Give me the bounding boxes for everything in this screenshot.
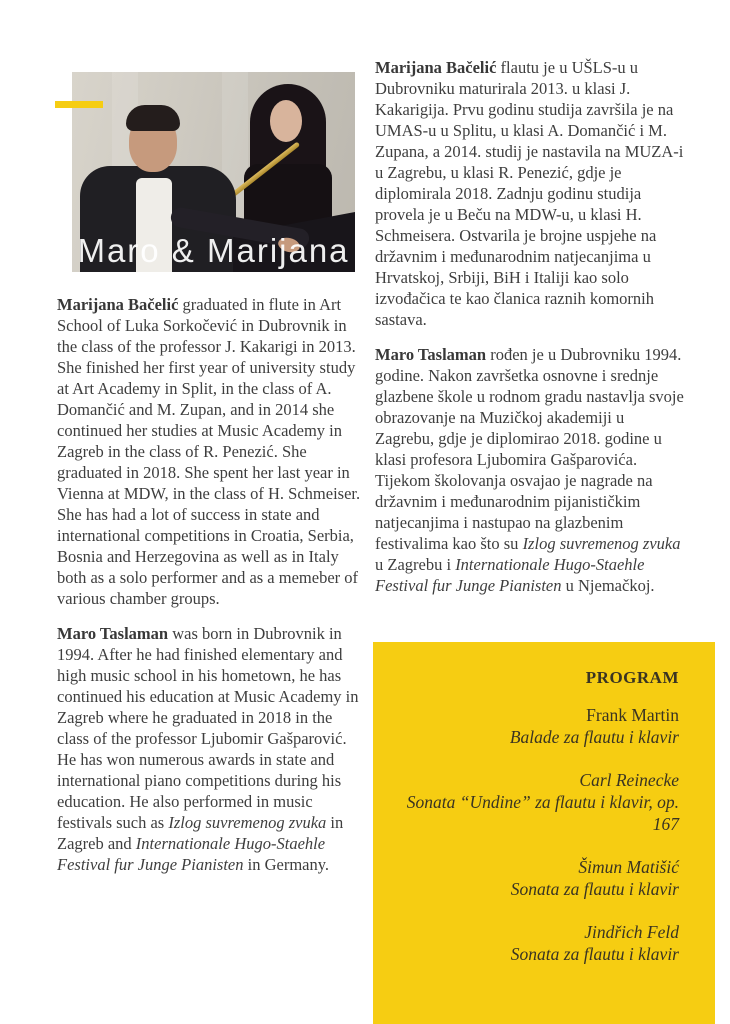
marijana-hr-lead: Marijana Bačelić: [375, 58, 497, 77]
program-entry: [397, 704, 679, 748]
maro-en-body-1: was born in Dubrovnik in 1994. After he had finished elementary and high music school in his hometown, he has continued his education at Music Academy in Zagreb where he graduated in 2018 in the class of the professor Ljubomir Gašparović. He has won numerous awards in state and international piano competitions during his education. He also performed in music festivals such as: [57, 624, 359, 832]
maro-en-body-2: in Zagreb and: [57, 813, 344, 853]
work-title: Sonata “Undine” za flautu i klavir, op. 167: [406, 792, 679, 834]
woman-figure-face: [270, 100, 302, 142]
maro-hr-body-3: u Njemačkoj.: [561, 576, 655, 595]
composer-name: Carl Reinecke: [579, 770, 679, 790]
man-figure-hair: [126, 105, 180, 131]
maro-hr-lead: Maro Taslaman: [375, 345, 487, 364]
maro-en-festival-1: Izlog suvremenog zvuka: [168, 813, 327, 832]
maro-en-lead: Maro Taslaman: [57, 624, 169, 643]
maro-hr-body-2: u Zagrebu i: [375, 555, 456, 574]
composer-name: Jindřich Feld: [584, 922, 679, 942]
maro-hr-body-1: rođen je u Dubrovniku 1994. godine. Nakon završetka osnovne i srednje glazbene škole u rodnom gradu nastavlja svoje obrazovanje na Muzičkoj akademiji u Zagrebu, gdje je diplomirao 2018. godine u klasi profesora Ljubomira Gašparovića. Tijekom školovanja osvajao je nagrade na državnim i međunarodnim pijanističkim natjecanjima i nastupao na glazbenim festivalima kao što su: [375, 345, 684, 553]
work-title: Balade za flautu i klavir: [509, 727, 679, 747]
left-column: [57, 294, 361, 889]
composer-name: Frank Martin: [586, 705, 679, 725]
maro-hr-festival-1: Izlog suvremenog zvuka: [522, 534, 681, 553]
right-column: [375, 57, 687, 610]
maro-en-body-3: in Germany.: [243, 855, 330, 874]
work-title: Sonata za flautu i klavir: [510, 879, 679, 899]
program-box: [373, 642, 715, 1024]
marijana-hr-body: flautu je u UŠLS-u u Dubrovniku maturirala 2013. u klasi J. Kakarigija. Prvu godinu studija završila je na UMAS-u u Splitu, u klasi A. Domančić i M. Zupana, a 2014. studij je nastavila na MUZA-i u Zagrebu, u klasi R. Penezić, gdje je diplomirala 2018. Zadnju godinu studija provela je u Beču na MDW-u, u klasi H. Schmeisera. Ostvarila je brojne uspjehe na državnim i međunarodnim natjecanjima u Hrvatskoj, Srbiji, BiH i Italiji kao solo izvođačica te kao članica raznih komornih sastava.: [375, 58, 684, 329]
marijana-hr-paragraph: [375, 57, 687, 330]
maro-en-festival-2: Internationale Hugo-Staehle Festival fur Junge Pianisten: [57, 834, 326, 874]
accent-dash: [55, 101, 103, 108]
maro-hr-festival-2: Internationale Hugo-Staehle Festival fur Junge Pianisten: [375, 555, 645, 595]
work-title: Sonata za flautu i klavir: [510, 944, 679, 964]
maro-en-paragraph: [57, 623, 361, 875]
marijana-en-lead: Marijana Bačelić: [57, 295, 179, 314]
maro-hr-paragraph: [375, 344, 687, 596]
program-title: PROGRAM: [585, 668, 679, 687]
marijana-en-paragraph: [57, 294, 361, 609]
program-entry: [397, 769, 679, 835]
composer-name: Šimun Matišić: [578, 857, 679, 877]
program-entry: [397, 856, 679, 900]
duo-photo: [72, 72, 355, 272]
photo-overlay-title: Maro & Marijana: [77, 232, 350, 269]
program-entry: [397, 921, 679, 965]
marijana-en-body: graduated in flute in Art School of Luka Sorkočević in Dubrovnik in the class of the professor J. Kakarigi in 2013. She finished her first year of university study at Art Academy in Split, in the class of A. Domančić and M. Zupan, and in 2014 she continued her studies at Music Academy in Zagreb in the class of R. Penezić. She graduated in 2018. She spent her last year in Vienna at MDW, in the class of H. Schmeiser. She has had a lot of success in state and international competitions in Croatia, Serbia, Bosnia and Herzegovina as well as in Italy both as a solo performer and as a memeber of various chamber groups.: [57, 295, 361, 608]
